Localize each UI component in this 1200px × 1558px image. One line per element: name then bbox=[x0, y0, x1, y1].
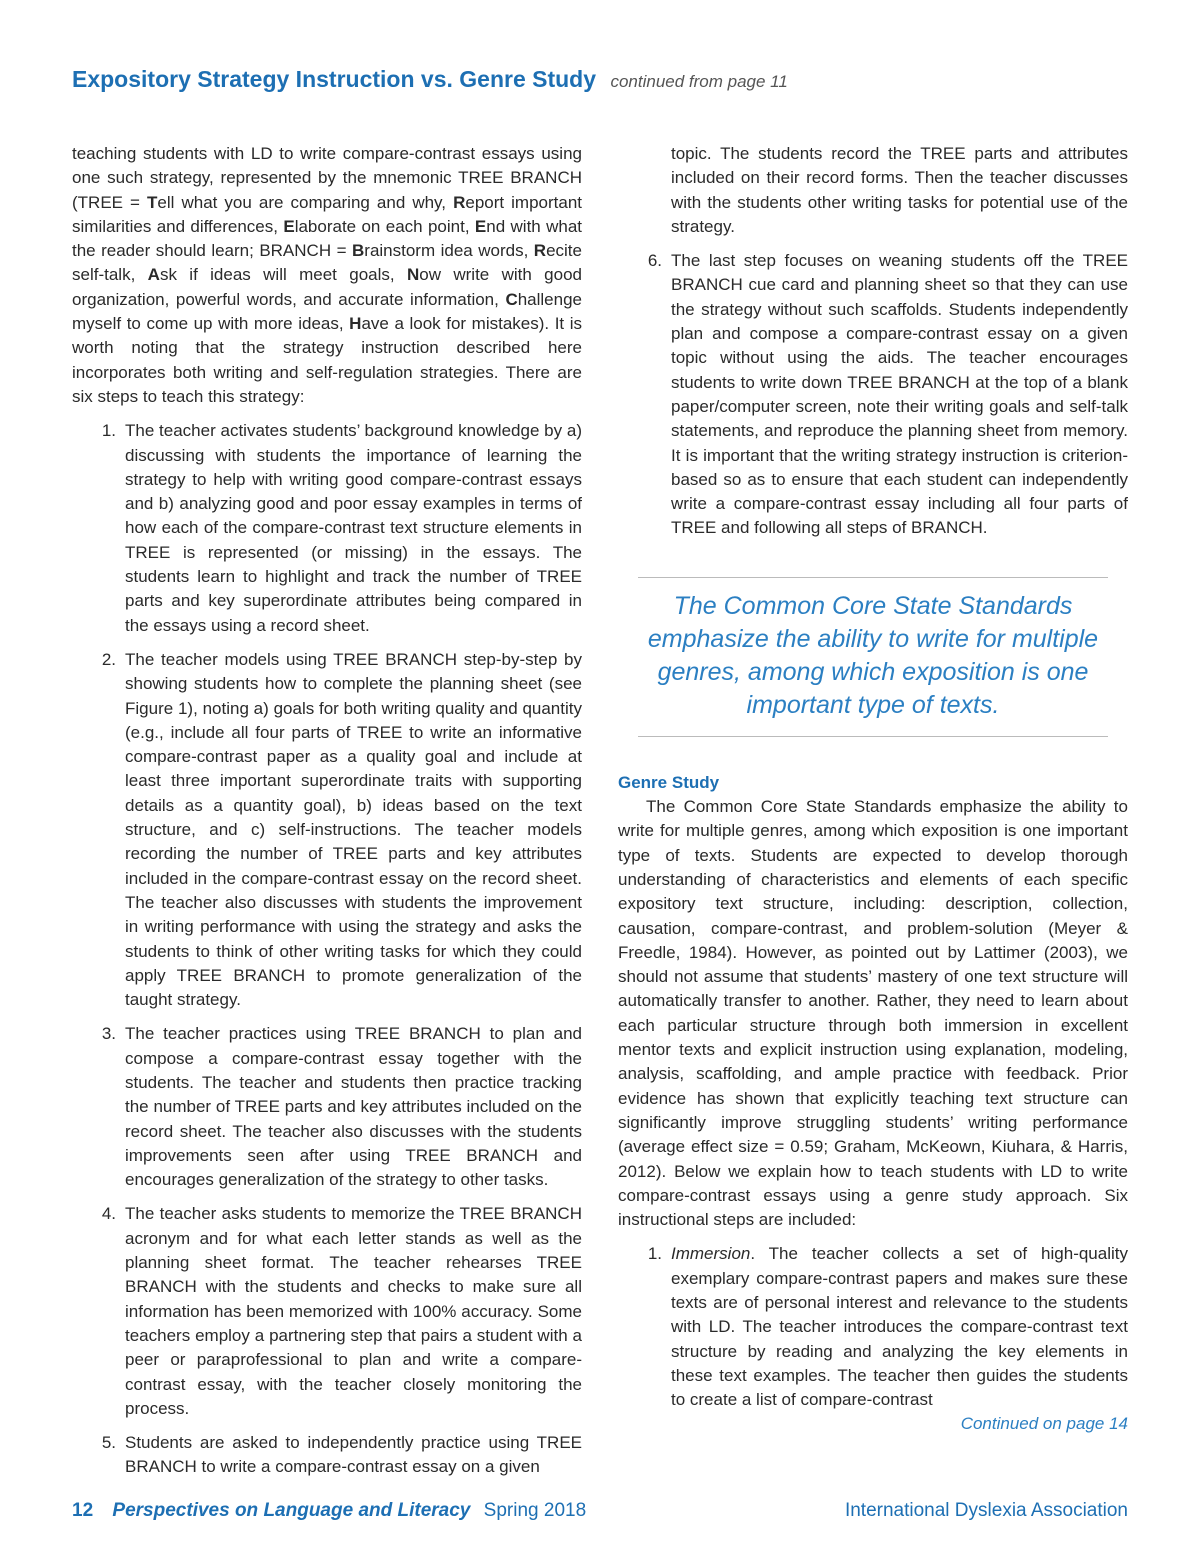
list-item: 3. The teacher practices using TREE BRANCH to plan and compose a compare-contrast essay together with the students. The teacher and students then practice tracking the number of TREE parts and key attributes included on the record sheet. The teacher also discusses with the students improvements seen after using TREE BRANCH and encourages generalization of the strategy to other tasks. bbox=[101, 1024, 582, 1190]
article-title: Expository Strategy Instruction vs. Genre Study bbox=[72, 66, 597, 92]
list-item: 2. The teacher models using TREE BRANCH step-by-step by showing students how to complete the planning sheet (see Figure 1), noting a) goals for both writing quality and quantity (e.g., include all four parts of TREE to write an informative compare-contrast paper as a quality goal and include at least three important superordinate traits with supporting details as a quantity goal), b) ideas based on the text structure, and c) self-instructions. The teacher models recording the number of TREE parts and key attributes included in the compare-contrast essay on the record sheet. The teacher also discusses with students the improvement in writing performance with using the strategy and asks the students to think of other writing tasks for which they could apply TREE BRANCH to promote generalization of the taught strategy. bbox=[101, 649, 582, 1010]
page-header bbox=[72, 66, 788, 93]
intro-text: laborate on each point, bbox=[294, 216, 475, 236]
journal-title: Perspectives on Language and Literacy bbox=[112, 1500, 471, 1521]
intro-text: ave a look for mistakes). It is worth noting that the strategy instruction described here incorporates both writing and self-regulation strategies. There are six steps to teach this strategy: bbox=[72, 314, 583, 406]
mnemonic-initial: C bbox=[505, 289, 518, 309]
pull-quote: The Common Core State Standards emphasize the ability to write for multiple genres, among which exposition is one important type of texts. bbox=[638, 577, 1108, 737]
intro-text: ell what you are comparing and why, bbox=[157, 192, 454, 212]
section-heading: Genre Study bbox=[618, 772, 720, 792]
page-footer bbox=[72, 1500, 1128, 1522]
mnemonic-initial: N bbox=[406, 265, 420, 285]
tree-branch-steps bbox=[72, 419, 582, 1479]
list-item: 1. The teacher activates students’ background knowledge by a) discussing with students the importance of learning the strategy to help with writing good compare-contrast essays and b) analyzing good and poor essay examples in terms of how each of the compare-contrast text structure elements in TREE is represented (or missing) in the essays. The students learn to highlight and track the number of TREE parts and key superordinate attributes being compared in the essays using a record sheet. bbox=[101, 421, 582, 635]
step5-continuation: topic. The students record the TREE parts and attributes included on their record forms. Then the teacher discusses with the students other writing tasks for potential use of the strategy. bbox=[671, 144, 1128, 236]
list-item: 6. The last step focuses on weaning students off the TREE BRANCH cue card and planning sheet so that they can use the strategy without such scaffolds. Students independently plan and compose a compare-contrast essay on a given topic without using the aids. The teacher encourages students to write down TREE BRANCH at the top of a blank paper/computer screen, note their writing goals and self-talk statements, and reproduce the planning sheet from memory. It is important that the writing strategy instruction is criterion-based so as to ensure that each student can independently write a compare-contrast essay including all four parts of TREE and following all steps of BRANCH. bbox=[647, 251, 1128, 538]
list-item: 1. Immersion. The teacher collects a set of high-quality exemplary compare-contrast papers and makes sure these texts are of personal interest and relevance to the students with LD. The teacher introduces the compare-contrast text structure by reading and analyzing the key elements in these text examples. The teacher then guides the students to create a list of compare-contrast bbox=[647, 1244, 1128, 1410]
mnemonic-initial: B bbox=[352, 241, 365, 261]
intro-paragraph bbox=[72, 142, 582, 409]
genre-study-paragraph: The Common Core State Standards emphasize the ability to write for multiple genres, among which exposition is one important type of texts. Students are expected to develop thorough understanding of characteristics and elements of each specific expository text structure, including: description, collection, causation, compare-contrast, and problem-solution (Meyer & Freedle, 1984). However, as pointed out by Lattimer (2003), we should not assume that students’ mastery of one text structure will automatically transfer to another. Rather, they need to learn about each particular structure through both immersion in excellent mentor texts and explicit instruction using explanation, modeling, analysis, scaffolding, and ample practice with feedback. Prior evidence has shown that explicitly teaching text structure can significantly improve struggling students’ writing performance (average effect size = 0.59; Graham, McKeown, Kiuhara, & Harris, 2012). Below we explain how to teach students with LD to write compare-contrast essays using a genre study approach. Six instructional steps are included: bbox=[618, 797, 1128, 1230]
page-number: 12 bbox=[72, 1500, 94, 1521]
intro-text: sk if ideas will meet goals, bbox=[159, 265, 407, 285]
mnemonic-initial: E bbox=[283, 216, 295, 236]
mnemonic-initial: H bbox=[349, 314, 362, 334]
intro-text: eport important similarities and differences, bbox=[72, 192, 583, 236]
intro-text: teaching students with LD to write compare-contrast essays using one such strategy, represented by the mnemonic TREE BRANCH (TREE = bbox=[72, 144, 582, 212]
issue-season: Spring 2018 bbox=[483, 1500, 587, 1521]
intro-text: nd with what the reader should learn; BRANCH = bbox=[72, 216, 583, 261]
mnemonic-initial: E bbox=[474, 216, 487, 236]
tree-branch-steps-cont bbox=[618, 249, 1128, 541]
mnemonic-initial: R bbox=[533, 241, 547, 261]
right-column bbox=[618, 142, 1128, 1437]
intro-text: ecite self-talk, bbox=[72, 241, 582, 285]
organization-name: International Dyslexia Association bbox=[844, 1500, 1128, 1521]
intro-text: rainstorm idea words, bbox=[364, 241, 534, 261]
intro-text: ow write with good organization, powerful words, and accurate information, bbox=[72, 265, 583, 309]
intro-text: hallenge myself to come up with more ideas, bbox=[72, 289, 582, 334]
genre-study-steps bbox=[618, 1242, 1128, 1412]
mnemonic-initial: R bbox=[453, 192, 466, 212]
mnemonic-initial: T bbox=[147, 192, 158, 212]
list-item: 5. Students are asked to independently practice using TREE BRANCH to write a compare-contrast essay on a given bbox=[101, 1433, 582, 1477]
continued-from-note: continued from page 11 bbox=[610, 72, 788, 91]
left-column bbox=[72, 142, 582, 1480]
list-item: 4. The teacher asks students to memorize the TREE BRANCH acronym and for what each letter stands as well as the planning sheet format. The teacher rehearses TREE BRANCH with the students and checks to make sure all information has been memorized with 100% accuracy. Some teachers employ a partnering step that pairs a student with a peer or paraprofessional to plan and write a compare-contrast essay, with the teacher closely monitoring the process. bbox=[101, 1204, 582, 1418]
continued-on-note: Continued on page 14 bbox=[960, 1414, 1128, 1434]
mnemonic-initial: A bbox=[147, 265, 160, 285]
